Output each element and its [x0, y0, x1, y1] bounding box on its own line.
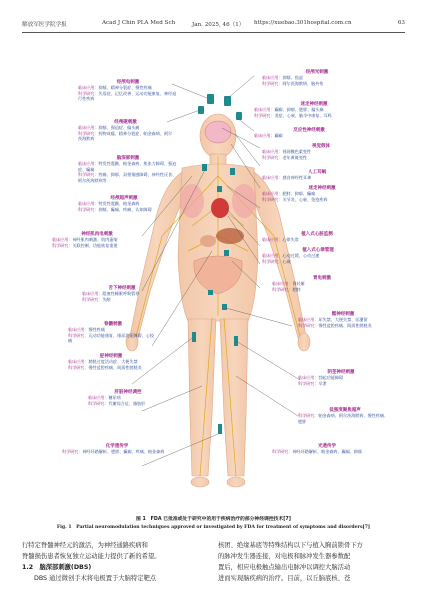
- callout-title: 低强度聚焦超声: [329, 408, 361, 413]
- callout-line: 科学研究：失语症、记忆改善、运动功能康复、神经退行性疾病: [78, 90, 177, 102]
- callout-title: 反应性神经刺激: [293, 128, 325, 133]
- figure-caption-en: Fig. 1 Partial neuromodulation techniques approved or investigated by FDA for treatment of symptoms and disorders[7]: [56, 525, 371, 530]
- callout-title: 脑深部刺激: [116, 156, 140, 161]
- callout-title: 植入式心律管理: [302, 248, 334, 253]
- callout-line: 科学研究：抑郁、癫痫、疼痛、认知障碍: [78, 206, 152, 212]
- callout-title: 化学遗传学: [105, 444, 129, 449]
- callout-line: 科学研究：关节炎、心衰、免疫疾病: [262, 196, 328, 202]
- callout-tdcs: [78, 80, 178, 102]
- callout-lifu: [298, 408, 392, 424]
- callout-vns-2: [262, 186, 382, 202]
- callout-title: 植入式心脏监测: [301, 232, 333, 237]
- callout-line: 临床应用：抑郁、焦虑: [262, 75, 303, 81]
- callout-line: 临床应用：感音神经性耳聋: [262, 175, 312, 181]
- callout-sns: [298, 312, 388, 328]
- callout-title: 舌下神经刺激: [108, 286, 136, 291]
- callout-title: 阴茎神经刺激: [327, 370, 355, 375]
- callout-title: 胫神经刺激: [99, 354, 123, 359]
- callout-cochlear-implant: [262, 170, 372, 181]
- callout-scs: [68, 322, 158, 344]
- callout-line: 临床应用：心动过缓、心动过速: [262, 253, 320, 259]
- callout-line: 临床应用：阻塞性睡眠呼吸暂停: [82, 291, 140, 297]
- callout-line: 临床应用：癫痫: [254, 133, 283, 139]
- issue-info: Jan. 2025, 46（1）: [192, 22, 245, 28]
- callout-line: 科学研究：神经环路解析、肥胖、癫痫、疼痛、帕金森病: [62, 449, 165, 455]
- callout-title: 胃电刺激: [313, 276, 331, 281]
- journal-name-en: Acad J Chin PLA Med Sch: [102, 20, 176, 26]
- callout-line: 临床应用：勃起功能障碍: [298, 375, 344, 381]
- section-heading: 1.2 脑深部刺激(DBS): [22, 564, 92, 571]
- callout-title: 经颅磁刺激: [114, 120, 137, 125]
- running-header: [22, 20, 405, 30]
- callout-tus: [78, 196, 170, 212]
- callout-line: 科学研究：早泄: [298, 380, 327, 386]
- callout-title: 神经肌肉电刺激: [81, 232, 113, 237]
- callout-line: 临床应用：癫痫、抑郁、肥胖、偏头痛: [254, 107, 324, 113]
- callout-penile: [298, 370, 384, 386]
- figure-caption-cn: 图 1 FDA 已批准或处于研究中的用于疾病治疗的部分神经调控技术[7]: [136, 517, 291, 522]
- callout-line: 科学研究：阿尔茨海默病、脑外伤: [262, 80, 324, 86]
- callout-line: 临床应用：糖尿病: [88, 395, 121, 401]
- journal-name-cn: 解放军医学院学报: [22, 22, 67, 28]
- callout-line: 临床应用：抑郁、强迫症、偏头痛: [78, 125, 140, 131]
- callout-line: 科学研究：慢性盆腔疼痛、间质性膀胱炎: [68, 364, 142, 370]
- callout-title: 视觉假体: [312, 144, 330, 149]
- callout-line: 科学研究：疼痛、抑郁、双相情感障碍、神经性厌食、阿尔茨海默病等: [78, 172, 177, 183]
- callout-line: 科学研究：神经环路解析、帕金森病、癫痫、抑郁: [272, 449, 363, 455]
- callout-line: 临床应用：胃轻瘫: [272, 281, 305, 287]
- callout-title: 脊髓刺激: [104, 322, 122, 327]
- callout-hepatic: [88, 390, 168, 406]
- callout-crm: [262, 248, 374, 264]
- callout-line: 临床应用：膀胱过度活动症、大便失禁: [68, 359, 138, 365]
- body-text-left: [22, 540, 208, 584]
- callout-title: 经颅超声刺激: [110, 196, 138, 201]
- paragraph-line: 进而实现脑疾病的治疗。目前，以丘脑底核、苍: [218, 575, 351, 582]
- callout-tns: [68, 354, 154, 370]
- paragraph-line: 核团、绝缘基底等特殊结构以下与植入胸前锁骨下方: [218, 542, 363, 549]
- paragraph-line: 行特定脊髓神经元的激活，为神经通路疾病和: [22, 542, 148, 549]
- callout-title: 迷走神经刺激: [300, 102, 328, 107]
- callout-line: 临床应用：视网膜色素变性: [262, 149, 312, 155]
- callout-title: 光遗传学: [318, 444, 336, 449]
- callout-line: 科学研究：药物成瘾、精神分裂症、帕金森病、阿尔茨海默病: [78, 130, 173, 142]
- callout-line: 科学研究：代谢综合征、脂肪肝: [88, 400, 146, 406]
- callout-chemogenetics: [62, 444, 172, 455]
- callout-line: 临床应用：慢性疼痛: [68, 327, 105, 333]
- callout-line: 科学研究：肥胖: [272, 286, 301, 292]
- callout-line: 科学研究：慢性盆腔疼痛、间质性膀胱炎: [298, 322, 372, 328]
- callout-title: 经颅电刺激: [116, 80, 140, 85]
- callout-line: 科学研究：关联控制、功能恢复重建: [52, 242, 118, 248]
- paragraph-line: 脊髓损伤患者恢复独立运动能力提供了新的希望。: [22, 553, 161, 560]
- callout-ges: [272, 276, 372, 292]
- callout-line: 科学研究：心衰: [262, 258, 291, 264]
- callout-tms: [78, 120, 173, 142]
- callout-hns: [82, 286, 162, 302]
- callout-line: 科学研究：运动功能康复、排尿功能障碍、心绞痛: [68, 332, 154, 344]
- callout-rns: [254, 128, 364, 139]
- callout-line: 临床应用：神经肌肉刺激、肌肉萎缩: [52, 237, 118, 243]
- callout-line: 科学研究：失眠: [82, 296, 111, 302]
- callout-line: 科学研究：帕金森病、阿尔茨海默病、慢性疼痛、肥胖: [298, 413, 389, 424]
- figure: [22, 36, 405, 516]
- callout-title: 经颅光刺激: [305, 70, 329, 75]
- callout-icm: [262, 232, 372, 243]
- callout-dbs: [78, 156, 178, 183]
- paragraph-line: DBS 通过微创手术将电极置于大脑特定靶点: [34, 575, 157, 582]
- callout-line: 临床应用：肥胖、抑郁、癫痫: [262, 191, 316, 197]
- callout-title: 迷走神经刺激: [308, 186, 336, 191]
- callout-line: 科学研究：炎症、心衰、脑卒中康复、耳鸣: [254, 112, 332, 118]
- callout-optogenetics: [272, 444, 382, 455]
- callout-tps: [262, 70, 372, 86]
- callout-visual-prosthesis: [262, 144, 380, 160]
- paragraph-line: 的脉冲发生器连接，对电极和脉冲发生器参数配: [218, 553, 351, 560]
- callout-vns-1: [254, 102, 374, 118]
- callout-line: 临床应用：特发性震颤、帕金森病: [78, 201, 140, 207]
- callout-title: 骶神经刺激: [331, 312, 355, 317]
- header-rule: [22, 32, 405, 33]
- callout-line: 临床应用：尿失禁、大便失禁、尿潴留: [298, 317, 368, 323]
- journal-url[interactable]: https://xuebao.301hospital.com.cn: [254, 20, 352, 26]
- page-number: 63: [397, 20, 405, 26]
- callout-line: 临床应用：特发性震颤、帕金森病、肌张力障碍、强迫症、癫痫: [78, 161, 177, 172]
- body-text-right: [218, 540, 408, 584]
- callout-line: 科学研究：老年黄斑变性: [262, 154, 308, 160]
- callout-nmes: [52, 232, 142, 248]
- callout-line: 临床应用：抑郁、精神分裂症、慢性疼痛: [78, 85, 152, 91]
- callout-title: 人工耳蜗: [308, 170, 326, 175]
- paragraph-line: 置后，相应电极触点输出电脉冲以调控大脑活动: [218, 564, 351, 571]
- callout-title: 肝脏神经调控: [114, 390, 142, 395]
- callout-line: 临床应用：心律失常: [262, 237, 299, 243]
